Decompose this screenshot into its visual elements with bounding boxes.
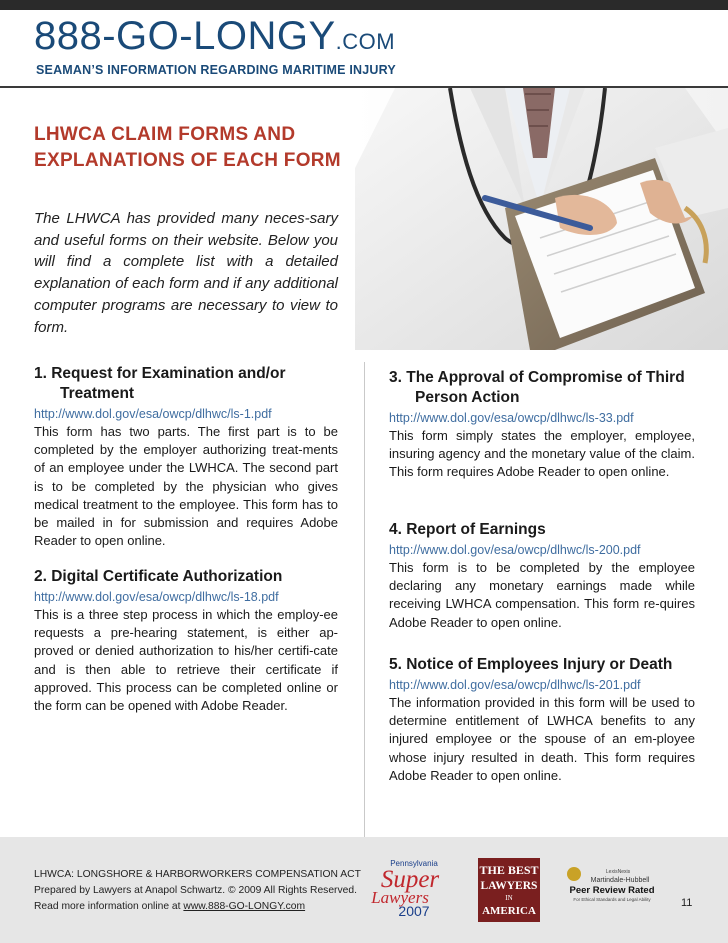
- form-item-5: [389, 655, 695, 785]
- site-name: 888-GO-LONGY: [34, 14, 336, 58]
- form-description: This form simply states the employer, employee, insuring agency and the monetary value of the claim. This form requires Adobe Reader to open online.: [389, 428, 695, 480]
- peer-review-sub: For Ethical Standards and Legal Ability: [573, 897, 651, 902]
- best-lawyers-badge: [478, 858, 540, 922]
- form-item-4: [389, 520, 695, 632]
- form-description: This is a three step process in which the employ-ee requests a pre-hearing statement, is either ap-proved or denied authorization to his/her certifi-cate and is then able to retrieve their certificate if approved. This process can be completed online or the form can be opened with Adobe Reader.: [34, 607, 338, 714]
- footer-website-link[interactable]: www.888-GO-LONGY.com: [183, 901, 306, 912]
- super-lawyers-word1: Super: [380, 866, 440, 893]
- top-bar: [0, 0, 728, 10]
- best-lawyers-line3: IN: [505, 894, 513, 902]
- super-lawyers-year: 2007: [398, 903, 430, 917]
- form-link[interactable]: http://www.dol.gov/esa/owcp/dlhwc/ls-18.pdf: [34, 590, 279, 604]
- site-tld: .COM: [335, 29, 396, 54]
- peer-review-brand: Martindale-Hubbell: [590, 877, 650, 884]
- footer-line-2: Prepared by Lawyers at Anapol Schwartz. © 2009 All Rights Reserved.: [34, 885, 357, 896]
- form-link[interactable]: http://www.dol.gov/esa/owcp/dlhwc/ls-200.pdf: [389, 543, 641, 557]
- footer-line-1: LHWCA: LONGSHORE & HARBORWORKERS COMPENSATION ACT: [34, 869, 361, 880]
- form-heading: 3. The Approval of Compromise of Third Person Action: [389, 369, 685, 406]
- form-heading: 5. Notice of Employees Injury or Death: [389, 656, 673, 673]
- peer-review-badge: [560, 864, 665, 906]
- doctor-photo: [355, 88, 728, 350]
- footer-line-3: [34, 899, 361, 915]
- site-tagline: SEAMAN’S INFORMATION REGARDING MARITIME INJURY: [36, 63, 396, 77]
- section-title: LHWCA CLAIM FORMS AND EXPLANATIONS OF EACH FORM: [34, 124, 341, 171]
- footer-text: [34, 867, 361, 915]
- form-link[interactable]: http://www.dol.gov/esa/owcp/dlhwc/ls-1.pdf: [34, 407, 272, 421]
- form-description: This form is to be completed by the employee declaring any monetary earnings made while receiving LWHCA compensation. This form re-quires Adobe Reader to open online.: [389, 560, 695, 630]
- peer-review-small: LexisNexis: [605, 869, 631, 875]
- form-description: This form has two parts. The first part is to be completed by the employer authorizing treat-ments of an employee under the LWHCA. The second part is to be completed by the physician who gives medical treatment to the employee. This form has to be mailed in for submission and requires Adobe Reader to open online.: [34, 424, 338, 549]
- form-item-1: [34, 364, 338, 550]
- best-lawyers-line2: LAWYERS: [480, 880, 538, 892]
- page-number: 11: [681, 897, 693, 909]
- site-title: [34, 14, 395, 64]
- best-lawyers-line1: THE BEST: [479, 863, 539, 877]
- form-description: The information provided in this form will be used to determine entitlement of LWHCA benefits to any injured employee or the spouse of an em-ployee whose injury resulted in death. This form requires Adobe Reader to open online.: [389, 695, 695, 783]
- footer-line-3-prefix: Read more information online at: [34, 901, 184, 912]
- super-lawyers-word2: Lawyers: [371, 888, 429, 907]
- peer-review-seal-icon: [567, 867, 581, 881]
- form-heading: 4. Report of Earnings: [389, 521, 546, 538]
- peer-review-title: Peer Review Rated: [569, 885, 655, 896]
- best-lawyers-line4: AMERICA: [482, 905, 536, 917]
- column-divider: [364, 362, 365, 837]
- form-heading: 1. Request for Examination and/or Treatment: [34, 365, 286, 402]
- form-heading: 2. Digital Certificate Authorization: [34, 568, 283, 585]
- form-item-3: [389, 368, 695, 482]
- super-lawyers-badge: [370, 857, 450, 917]
- form-link[interactable]: http://www.dol.gov/esa/owcp/dlhwc/ls-33.pdf: [389, 411, 634, 425]
- section-intro: The LHWCA has provided many neces-sary and useful forms on their website. Below you will find a complete list with a detailed explanation of each form and if any additional computer programs are necessary to view to form.: [34, 210, 338, 336]
- form-link[interactable]: http://www.dol.gov/esa/owcp/dlhwc/ls-201.pdf: [389, 678, 641, 692]
- form-item-2: [34, 567, 338, 715]
- super-lawyers-state: Pennsylvania: [390, 859, 438, 868]
